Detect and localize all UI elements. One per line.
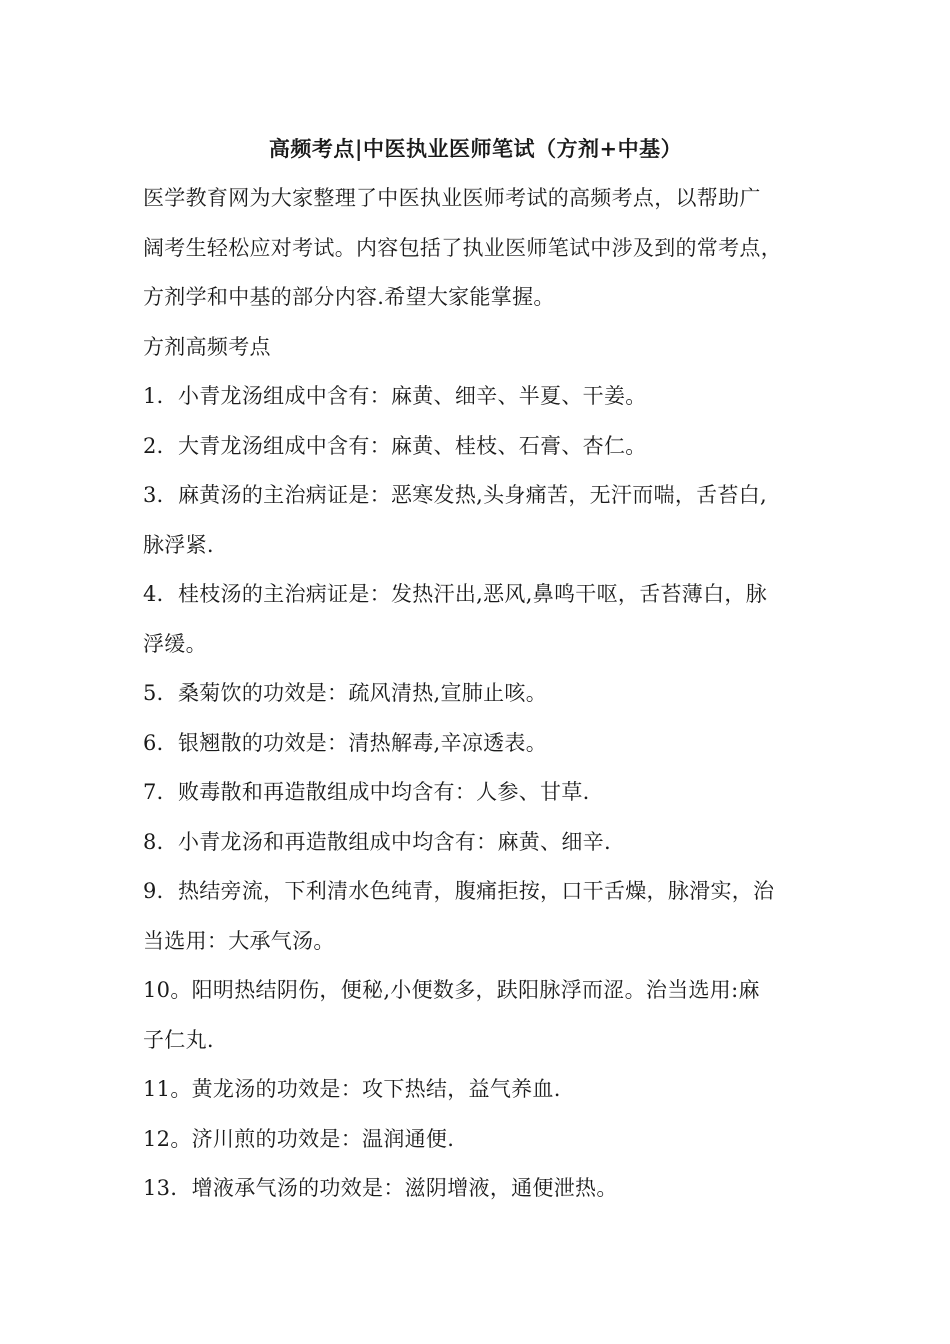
list-item: 7．败毒散和再造散组成中均含有：人参、甘草.: [143, 780, 590, 804]
document-body: [143, 174, 808, 1214]
text-line: 医学教育网为大家整理了中医执业医师考试的高频考点，以帮助广: [143, 186, 761, 210]
text-line: 阔考生轻松应对考试。内容包括了执业医师笔试中涉及到的常考点，: [143, 235, 782, 260]
list-item: 8．小青龙汤和再造散组成中均含有：麻黄、细辛.: [143, 829, 611, 854]
list-item: 11。黄龙汤的功效是：攻下热结，益气养血.: [143, 1077, 561, 1101]
list-item: 10。阳明热结阴伤，便秘,小便数多，趺阳脉浮而涩。治当选用:麻: [143, 978, 760, 1002]
section-heading: 方剂高频考点: [143, 334, 271, 359]
list-item: 3．麻黄汤的主治病证是：恶寒发热,头身痛苦，无汗而喘，舌苔白,: [143, 483, 768, 507]
text-line: 方剂学和中基的部分内容.希望大家能掌握。: [143, 285, 555, 309]
list-item: 5．桑菊饮的功效是：疏风清热,宣肺止咳。: [143, 681, 548, 705]
list-item: 2．大青龙汤组成中含有：麻黄、桂枝、石膏、杏仁。: [143, 433, 647, 458]
document-title: 高频考点|中医执业医师笔试（方剂+中基）: [268, 136, 683, 161]
list-item: 6．银翘散的功效是：清热解毒,辛凉透表。: [143, 730, 548, 755]
document-page: [143, 128, 808, 1214]
list-item: 9．热结旁流，下利清水色纯青，腹痛拒按，口干舌燥，脉滑实，治: [143, 879, 775, 903]
list-item: 1．小青龙汤组成中含有：麻黄、细辛、半夏、干姜。: [143, 384, 647, 408]
list-item: 12。济川煎的功效是：温润通便.: [143, 1126, 455, 1151]
list-item: 4．桂枝汤的主治病证是：发热汗出,恶风,鼻鸣干呕，舌苔薄白，脉: [143, 582, 768, 606]
list-item-continuation: 当选用：大承气汤。: [143, 928, 335, 953]
list-item-continuation: 子仁丸.: [143, 1027, 214, 1052]
list-item-continuation: 浮缓。: [143, 631, 207, 656]
list-item-continuation: 脉浮紧.: [143, 532, 214, 557]
list-item: 13．增液承气汤的功效是：滋阴增液，通便泄热。: [143, 1176, 618, 1200]
